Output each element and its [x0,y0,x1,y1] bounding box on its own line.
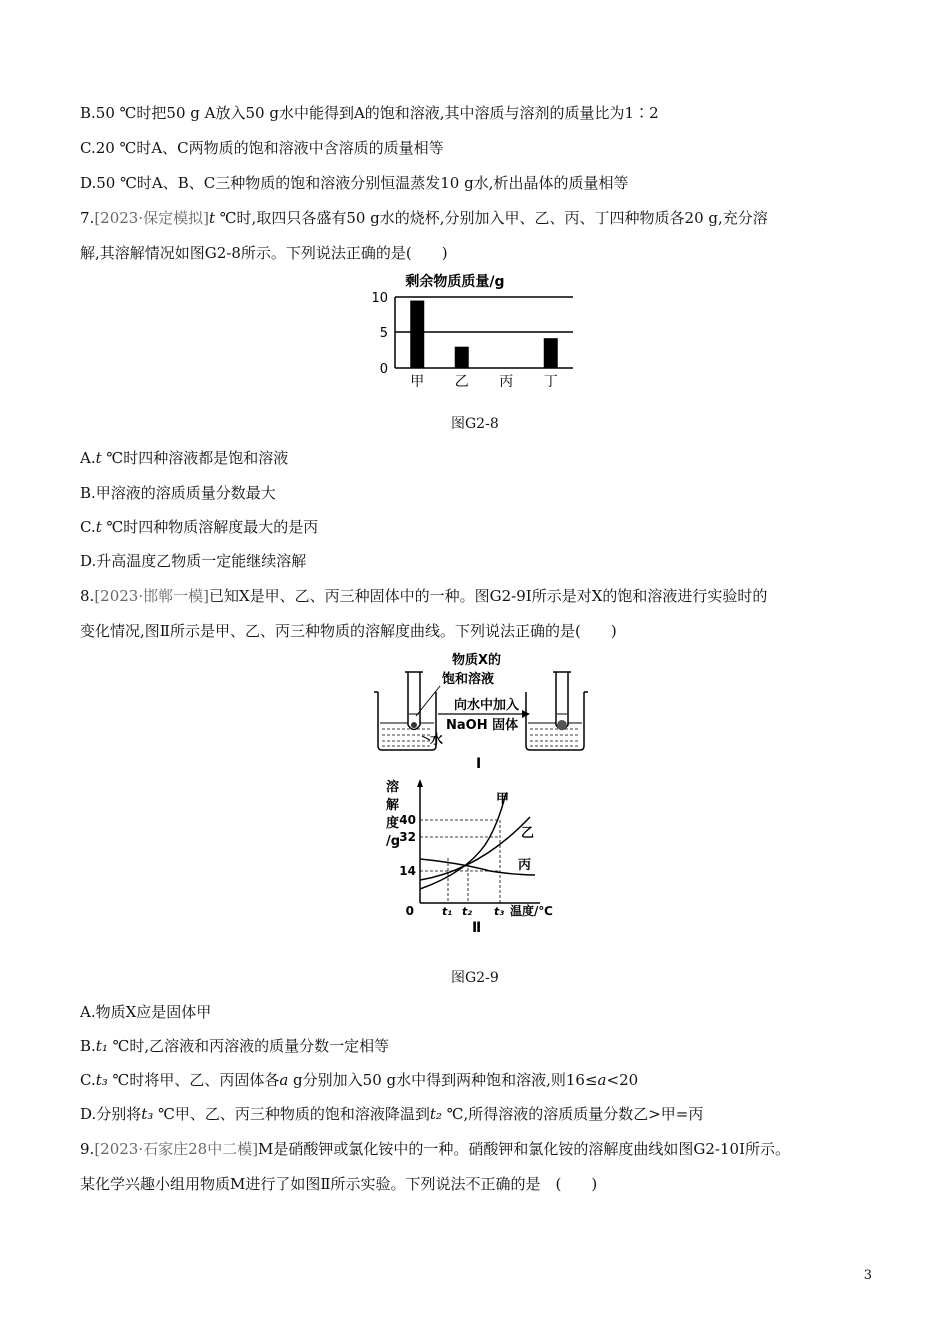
q7-c-text: ℃时四种物质溶解度最大的是丙 [101,518,319,536]
q8-d-t2: t₂ [429,1105,442,1123]
fig9-label-x2: 饱和溶液 [442,672,495,687]
q7-option-d: D.升高温度乙物质一定能继续溶解 [80,552,307,570]
q8-c-prefix: C. [80,1071,96,1089]
q7-number: 7. [80,209,95,227]
curve-yi [420,817,530,880]
q7-a-t: t [95,449,102,467]
q9-source: [2023·石家庄28中二模] [94,1140,259,1158]
q7-stem-line2: 解,其溶解情况如图G2-8所示。下列说法正确的是( ) [80,244,448,262]
q6-option-b: B.50 ℃时把50 g A放入50 g水中能得到A的饱和溶液,其中溶质与溶剂的质量比为1∶2 [80,104,659,122]
chart2-series-jia-label: 甲 [496,792,510,807]
q7-t: t [208,209,215,227]
page-number: 3 [863,1268,872,1283]
fig9-arrow-text2: NaOH 固体 [446,718,519,733]
q7-c-t: t [95,518,102,536]
chart1-ytick-0: 0 [379,362,388,377]
q8-option-a: A.物质X应是固体甲 [80,1003,212,1021]
q8-c-t3: t₃ [95,1071,108,1089]
left-test-tube [408,672,420,730]
fig9-water-label: 水 [430,733,444,748]
chart2-xtick-t1: t₁ [442,905,453,918]
chart2-ytick-32: 32 [399,830,416,844]
q7-stem-line1 [80,208,768,228]
q8-b-prefix: B. [80,1037,96,1055]
curve-jia [420,793,506,889]
figure-g2-8-caption: 图G2-8 [451,416,499,432]
chart2-series-yi-label: 乙 [521,826,535,841]
q8-option-d [80,1104,703,1124]
q8-text1: 已知X是甲、乙、丙三种固体中的一种。图G2-9Ⅰ所示是对X的饱和溶液进行实验时的 [208,587,768,605]
q9-text1: M是硝酸钾或氯化铵中的一种。硝酸钾和氯化铵的溶解度曲线如图G2-10Ⅰ所示。 [258,1140,791,1158]
q7-c-prefix: C. [80,518,96,536]
chart2-ytick-14: 14 [399,864,416,878]
category-label-4: 丁 [543,374,558,390]
q7-option-a [80,448,288,468]
bar-4 [544,338,558,368]
figure-g2-9-part1-beakers [370,650,590,775]
figure-g2-8-bar-chart [360,270,590,395]
q8-option-c [80,1070,638,1090]
q8-d-text1: ℃甲、乙、丙三种物质的饱和溶液降温到 [153,1105,430,1123]
q8-b-text: ℃时,乙溶液和丙溶液的质量分数一定相等 [107,1037,390,1055]
chart1-ytick-5: 5 [379,326,388,341]
chart2-series-bing-label: 丙 [518,858,532,873]
fig9-arrow-text1: 向水中加入 [454,698,520,713]
q6-option-c: C.20 ℃时A、C两物质的饱和溶液中含溶质的质量相等 [80,139,444,157]
fig9-label-x: 物质X的 [452,653,502,668]
q7-option-c [80,517,318,537]
chart1-title: 剩余物质质量/g [405,274,505,290]
q8-stem-line1 [80,586,767,606]
chart2-ylabel-1: 溶 [386,780,400,795]
bar-2 [455,347,469,368]
q8-c-text3: <20 [606,1071,639,1089]
q8-b-t1: t₁ [95,1037,108,1055]
chart2-origin: 0 [405,904,414,918]
q7-source: [2023·保定模拟] [94,209,209,227]
q8-c-text2: g分别加入50 g水中得到两种饱和溶液,则16≤ [288,1071,598,1089]
chart2-ylabel-4: /g [386,834,401,849]
figure-g2-9-caption: 图G2-9 [451,970,499,986]
q8-source: [2023·邯郸一模] [94,587,209,605]
q7-text1: ℃时,取四只各盛有50 g水的烧杯,分别加入甲、乙、丙、丁四种物质各20 g,充分溶 [215,209,768,227]
chart1-ytick-10: 10 [371,291,388,306]
q8-d-text2: ℃,所得溶液的溶质质量分数乙>甲=丙 [441,1105,704,1123]
category-label-2: 乙 [454,374,469,390]
bar-1 [410,301,424,368]
chart2-ylabel-3: 度 [386,816,400,831]
q9-stem-line2: 某化学兴趣小组用物质M进行了如图Ⅱ所示实验。下列说法不正确的是 ( ) [80,1175,598,1193]
q6-option-d: D.50 ℃时A、B、C三种物质的饱和溶液分别恒温蒸发10 g水,析出晶体的质量相等 [80,174,629,192]
q8-d-prefix: D.分别将 [80,1105,142,1123]
chart2-xlabel: 温度/℃ [510,904,553,918]
q9-number: 9. [80,1140,95,1158]
q7-a-prefix: A. [80,449,96,467]
q8-c-a2: a [597,1071,607,1089]
q8-option-b [80,1036,389,1056]
category-label-1: 甲 [410,374,425,390]
q8-c-a: a [279,1071,289,1089]
q7-a-text: ℃时四种溶液都是饱和溶液 [101,449,289,467]
fig9-part1-label: Ⅰ [476,756,482,772]
figure-g2-9-solubility-curves [380,775,580,940]
chart2-part-label: Ⅱ [472,920,482,936]
q8-c-text1: ℃时将甲、乙、丙固体各 [107,1071,280,1089]
q9-stem-line1 [80,1139,790,1159]
chart2-xtick-t3: t₃ [494,905,505,918]
q8-stem-line2: 变化情况,图Ⅱ所示是甲、乙、丙三种物质的溶解度曲线。下列说法正确的是( ) [80,622,617,640]
chart2-ylabel-2: 解 [386,798,400,813]
q7-option-b: B.甲溶液的溶质质量分数最大 [80,484,276,502]
q8-d-t3: t₃ [141,1105,154,1123]
category-label-3: 丙 [499,374,514,390]
q8-number: 8. [80,587,95,605]
chart2-xtick-t2: t₂ [462,905,473,918]
chart2-ytick-40: 40 [399,813,416,827]
